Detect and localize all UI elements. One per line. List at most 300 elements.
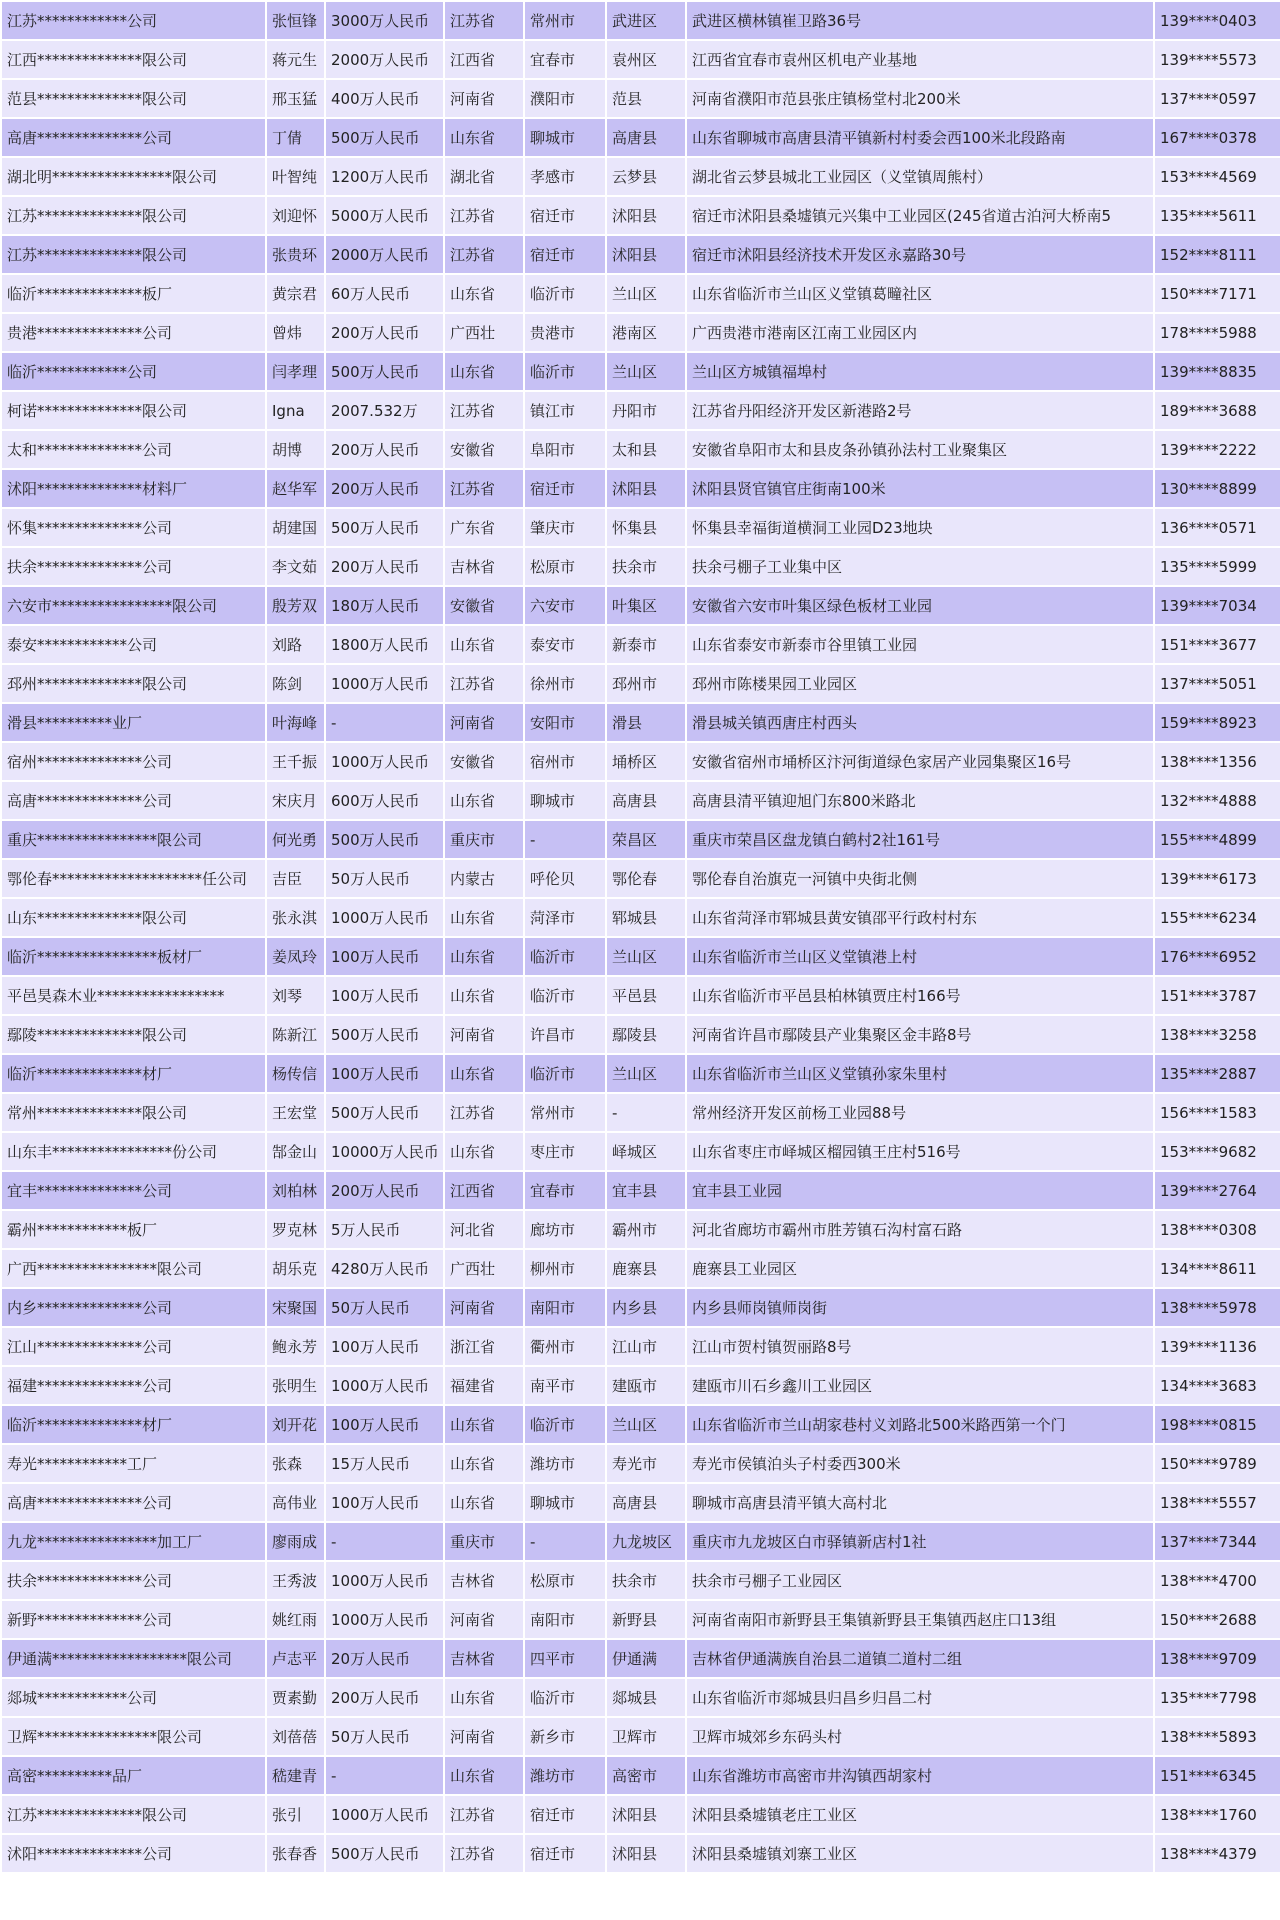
city-cell: 泰安市 bbox=[524, 625, 606, 664]
phone-cell: 198****0815 bbox=[1154, 1405, 1280, 1444]
company-name-cell: 高唐**************公司 bbox=[1, 118, 266, 157]
province-cell: 福建省 bbox=[444, 1366, 524, 1405]
district-cell: 卫辉市 bbox=[606, 1717, 686, 1756]
company-name-cell: 范县**************限公司 bbox=[1, 79, 266, 118]
province-cell: 吉林省 bbox=[444, 547, 524, 586]
registered-capital-cell: 1000万人民币 bbox=[325, 1366, 444, 1405]
company-name-cell: 宿州**************公司 bbox=[1, 742, 266, 781]
province-cell: 山东省 bbox=[444, 625, 524, 664]
phone-cell: 150****7171 bbox=[1154, 274, 1280, 313]
contact-name-cell: 姚红雨 bbox=[266, 1600, 325, 1639]
company-name-cell: 寿光************工厂 bbox=[1, 1444, 266, 1483]
registered-capital-cell: 2000万人民币 bbox=[325, 40, 444, 79]
company-name-cell: 江苏**************限公司 bbox=[1, 235, 266, 274]
contact-name-cell: 何光勇 bbox=[266, 820, 325, 859]
table-row bbox=[1, 1171, 1280, 1210]
address-cell: 沭阳县桑墟镇刘寨工业区 bbox=[686, 1834, 1154, 1873]
district-cell: 兰山区 bbox=[606, 274, 686, 313]
district-cell: 兰山区 bbox=[606, 1054, 686, 1093]
district-cell: 袁州区 bbox=[606, 40, 686, 79]
province-cell: 江苏省 bbox=[444, 664, 524, 703]
address-cell: 山东省临沂市兰山胡家巷村义刘路北500米路西第一个门 bbox=[686, 1405, 1154, 1444]
address-cell: 宿迁市沭阳县经济技术开发区永嘉路30号 bbox=[686, 235, 1154, 274]
contact-name-cell: 宋聚国 bbox=[266, 1288, 325, 1327]
company-name-cell: 沭阳**************公司 bbox=[1, 1834, 266, 1873]
city-cell: 廊坊市 bbox=[524, 1210, 606, 1249]
address-cell: 建瓯市川石乡鑫川工业园区 bbox=[686, 1366, 1154, 1405]
contact-name-cell: 胡建国 bbox=[266, 508, 325, 547]
address-cell: 山东省潍坊市高密市井沟镇西胡家村 bbox=[686, 1756, 1154, 1795]
contact-name-cell: 杨传信 bbox=[266, 1054, 325, 1093]
company-name-cell: 福建**************公司 bbox=[1, 1366, 266, 1405]
contact-name-cell: 嵇建青 bbox=[266, 1756, 325, 1795]
district-cell: 兰山区 bbox=[606, 1405, 686, 1444]
contact-name-cell: 邢玉猛 bbox=[266, 79, 325, 118]
city-cell: 宿迁市 bbox=[524, 1834, 606, 1873]
contact-name-cell: 陈新江 bbox=[266, 1015, 325, 1054]
city-cell: 松原市 bbox=[524, 1561, 606, 1600]
province-cell: 山东省 bbox=[444, 898, 524, 937]
city-cell: 松原市 bbox=[524, 547, 606, 586]
province-cell: 山东省 bbox=[444, 1405, 524, 1444]
registered-capital-cell: 500万人民币 bbox=[325, 1015, 444, 1054]
city-cell: 潍坊市 bbox=[524, 1444, 606, 1483]
city-cell: 临沂市 bbox=[524, 976, 606, 1015]
district-cell: 新野县 bbox=[606, 1600, 686, 1639]
contact-name-cell: 张永淇 bbox=[266, 898, 325, 937]
table-row bbox=[1, 1327, 1280, 1366]
city-cell: - bbox=[524, 1522, 606, 1561]
table-row bbox=[1, 430, 1280, 469]
province-cell: 湖北省 bbox=[444, 157, 524, 196]
registered-capital-cell: 1200万人民币 bbox=[325, 157, 444, 196]
province-cell: 安徽省 bbox=[444, 430, 524, 469]
company-name-cell: 柯诺**************限公司 bbox=[1, 391, 266, 430]
phone-cell: 137****0597 bbox=[1154, 79, 1280, 118]
phone-cell: 139****2222 bbox=[1154, 430, 1280, 469]
registered-capital-cell: 200万人民币 bbox=[325, 313, 444, 352]
province-cell: 山东省 bbox=[444, 976, 524, 1015]
company-name-cell: 邳州**************限公司 bbox=[1, 664, 266, 703]
city-cell: 宜春市 bbox=[524, 40, 606, 79]
table-row bbox=[1, 898, 1280, 937]
province-cell: 河南省 bbox=[444, 79, 524, 118]
city-cell: 贵港市 bbox=[524, 313, 606, 352]
city-cell: 徐州市 bbox=[524, 664, 606, 703]
registered-capital-cell: 180万人民币 bbox=[325, 586, 444, 625]
city-cell: 镇江市 bbox=[524, 391, 606, 430]
phone-cell: 151****6345 bbox=[1154, 1756, 1280, 1795]
company-name-cell: 平邑昊森木业***************** bbox=[1, 976, 266, 1015]
city-cell: 临沂市 bbox=[524, 1678, 606, 1717]
table-row bbox=[1, 976, 1280, 1015]
table-row bbox=[1, 157, 1280, 196]
contact-name-cell: 张引 bbox=[266, 1795, 325, 1834]
company-name-cell: 六安市****************限公司 bbox=[1, 586, 266, 625]
province-cell: 江苏省 bbox=[444, 391, 524, 430]
district-cell: - bbox=[606, 1093, 686, 1132]
address-cell: 江苏省丹阳经济开发区新港路2号 bbox=[686, 391, 1154, 430]
district-cell: 高密市 bbox=[606, 1756, 686, 1795]
province-cell: 吉林省 bbox=[444, 1561, 524, 1600]
contact-name-cell: 闫孝理 bbox=[266, 352, 325, 391]
company-name-cell: 郯城************公司 bbox=[1, 1678, 266, 1717]
company-name-cell: 临沂**************材厂 bbox=[1, 1405, 266, 1444]
registered-capital-cell: 2000万人民币 bbox=[325, 235, 444, 274]
address-cell: 邳州市陈楼果园工业园区 bbox=[686, 664, 1154, 703]
contact-name-cell: 王宏堂 bbox=[266, 1093, 325, 1132]
phone-cell: 153****9682 bbox=[1154, 1132, 1280, 1171]
table-row bbox=[1, 79, 1280, 118]
address-cell: 卫辉市城郊乡东码头村 bbox=[686, 1717, 1154, 1756]
registered-capital-cell: 100万人民币 bbox=[325, 1483, 444, 1522]
table-row bbox=[1, 469, 1280, 508]
province-cell: 江苏省 bbox=[444, 469, 524, 508]
company-name-cell: 江苏************公司 bbox=[1, 1, 266, 40]
table-row bbox=[1, 1093, 1280, 1132]
phone-cell: 138****1760 bbox=[1154, 1795, 1280, 1834]
address-cell: 江西省宜春市袁州区机电产业基地 bbox=[686, 40, 1154, 79]
company-name-cell: 泰安************公司 bbox=[1, 625, 266, 664]
contact-name-cell: 黄宗君 bbox=[266, 274, 325, 313]
table-row bbox=[1, 1522, 1280, 1561]
province-cell: 江西省 bbox=[444, 40, 524, 79]
address-cell: 寿光市侯镇泊头子村委西300米 bbox=[686, 1444, 1154, 1483]
company-name-cell: 内乡**************公司 bbox=[1, 1288, 266, 1327]
province-cell: 浙江省 bbox=[444, 1327, 524, 1366]
contact-name-cell: 李文茹 bbox=[266, 547, 325, 586]
city-cell: 潍坊市 bbox=[524, 1756, 606, 1795]
contact-name-cell: 廖雨成 bbox=[266, 1522, 325, 1561]
phone-cell: 167****0378 bbox=[1154, 118, 1280, 157]
district-cell: 霸州市 bbox=[606, 1210, 686, 1249]
registered-capital-cell: 4280万人民币 bbox=[325, 1249, 444, 1288]
phone-cell: 135****2887 bbox=[1154, 1054, 1280, 1093]
address-cell: 滑县城关镇西唐庄村西头 bbox=[686, 703, 1154, 742]
city-cell: 濮阳市 bbox=[524, 79, 606, 118]
province-cell: 河南省 bbox=[444, 703, 524, 742]
company-name-cell: 卫辉****************限公司 bbox=[1, 1717, 266, 1756]
address-cell: 江山市贺村镇贺丽路8号 bbox=[686, 1327, 1154, 1366]
table-row bbox=[1, 391, 1280, 430]
registered-capital-cell: 50万人民币 bbox=[325, 859, 444, 898]
phone-cell: 138****0308 bbox=[1154, 1210, 1280, 1249]
district-cell: 兰山区 bbox=[606, 937, 686, 976]
phone-cell: 135****5999 bbox=[1154, 547, 1280, 586]
district-cell: 新泰市 bbox=[606, 625, 686, 664]
province-cell: 江苏省 bbox=[444, 1795, 524, 1834]
city-cell: 孝感市 bbox=[524, 157, 606, 196]
province-cell: 内蒙古 bbox=[444, 859, 524, 898]
table-row bbox=[1, 1054, 1280, 1093]
phone-cell: 132****4888 bbox=[1154, 781, 1280, 820]
city-cell: 肇庆市 bbox=[524, 508, 606, 547]
district-cell: 扶余市 bbox=[606, 1561, 686, 1600]
district-cell: 范县 bbox=[606, 79, 686, 118]
city-cell: 宿迁市 bbox=[524, 1795, 606, 1834]
province-cell: 安徽省 bbox=[444, 742, 524, 781]
table-row bbox=[1, 508, 1280, 547]
company-name-cell: 伊通满******************限公司 bbox=[1, 1639, 266, 1678]
registered-capital-cell: 600万人民币 bbox=[325, 781, 444, 820]
company-name-cell: 霸州************板厂 bbox=[1, 1210, 266, 1249]
city-cell: 临沂市 bbox=[524, 1054, 606, 1093]
contact-name-cell: 卢志平 bbox=[266, 1639, 325, 1678]
registered-capital-cell: 200万人民币 bbox=[325, 1678, 444, 1717]
registered-capital-cell: - bbox=[325, 1756, 444, 1795]
district-cell: 鄂伦春 bbox=[606, 859, 686, 898]
table-body bbox=[1, 1, 1280, 1873]
district-cell: 高唐县 bbox=[606, 781, 686, 820]
table-row bbox=[1, 352, 1280, 391]
table-row bbox=[1, 1288, 1280, 1327]
province-cell: 广东省 bbox=[444, 508, 524, 547]
phone-cell: 134****8611 bbox=[1154, 1249, 1280, 1288]
phone-cell: 150****2688 bbox=[1154, 1600, 1280, 1639]
address-cell: 沭阳县贤官镇官庄街南100米 bbox=[686, 469, 1154, 508]
table-row bbox=[1, 547, 1280, 586]
contact-name-cell: 高伟业 bbox=[266, 1483, 325, 1522]
company-name-cell: 山东丰****************份公司 bbox=[1, 1132, 266, 1171]
phone-cell: 137****7344 bbox=[1154, 1522, 1280, 1561]
contact-name-cell: 郜金山 bbox=[266, 1132, 325, 1171]
phone-cell: 152****8111 bbox=[1154, 235, 1280, 274]
address-cell: 宜丰县工业园 bbox=[686, 1171, 1154, 1210]
city-cell: 常州市 bbox=[524, 1, 606, 40]
registered-capital-cell: 400万人民币 bbox=[325, 79, 444, 118]
registered-capital-cell: 100万人民币 bbox=[325, 1054, 444, 1093]
registered-capital-cell: 200万人民币 bbox=[325, 469, 444, 508]
table-row bbox=[1, 1561, 1280, 1600]
district-cell: 建瓯市 bbox=[606, 1366, 686, 1405]
table-row bbox=[1, 781, 1280, 820]
district-cell: 叶集区 bbox=[606, 586, 686, 625]
province-cell: 重庆市 bbox=[444, 820, 524, 859]
table-row bbox=[1, 1756, 1280, 1795]
address-cell: 山东省临沂市兰山区义堂镇港上村 bbox=[686, 937, 1154, 976]
company-name-cell: 九龙****************加工厂 bbox=[1, 1522, 266, 1561]
contact-name-cell: 刘柏林 bbox=[266, 1171, 325, 1210]
registered-capital-cell: 100万人民币 bbox=[325, 937, 444, 976]
registered-capital-cell: 500万人民币 bbox=[325, 118, 444, 157]
address-cell: 重庆市荣昌区盘龙镇白鹤村2社161号 bbox=[686, 820, 1154, 859]
registered-capital-cell: - bbox=[325, 1522, 444, 1561]
city-cell: 聊城市 bbox=[524, 118, 606, 157]
registered-capital-cell: 1000万人民币 bbox=[325, 898, 444, 937]
registered-capital-cell: 500万人民币 bbox=[325, 1834, 444, 1873]
registered-capital-cell: 2007.532万 bbox=[325, 391, 444, 430]
district-cell: 沭阳县 bbox=[606, 235, 686, 274]
province-cell: 山东省 bbox=[444, 781, 524, 820]
city-cell: 衢州市 bbox=[524, 1327, 606, 1366]
registered-capital-cell: 10000万人民币 bbox=[325, 1132, 444, 1171]
address-cell: 河南省许昌市鄢陵县产业集聚区金丰路8号 bbox=[686, 1015, 1154, 1054]
city-cell: 菏泽市 bbox=[524, 898, 606, 937]
province-cell: 江苏省 bbox=[444, 235, 524, 274]
company-name-cell: 怀集**************公司 bbox=[1, 508, 266, 547]
city-cell: 阜阳市 bbox=[524, 430, 606, 469]
province-cell: 江苏省 bbox=[444, 1, 524, 40]
phone-cell: 139****2764 bbox=[1154, 1171, 1280, 1210]
registered-capital-cell: 15万人民币 bbox=[325, 1444, 444, 1483]
address-cell: 内乡县师岗镇师岗街 bbox=[686, 1288, 1154, 1327]
city-cell: 枣庄市 bbox=[524, 1132, 606, 1171]
registered-capital-cell: 100万人民币 bbox=[325, 1405, 444, 1444]
table-row bbox=[1, 274, 1280, 313]
province-cell: 广西壮 bbox=[444, 313, 524, 352]
city-cell: 常州市 bbox=[524, 1093, 606, 1132]
company-name-cell: 鄢陵**************限公司 bbox=[1, 1015, 266, 1054]
address-cell: 武进区横林镇崔卫路36号 bbox=[686, 1, 1154, 40]
address-cell: 鄂伦春自治旗克一河镇中央街北侧 bbox=[686, 859, 1154, 898]
district-cell: 丹阳市 bbox=[606, 391, 686, 430]
address-cell: 鹿寨县工业园区 bbox=[686, 1249, 1154, 1288]
registered-capital-cell: 200万人民币 bbox=[325, 1171, 444, 1210]
phone-cell: 136****0571 bbox=[1154, 508, 1280, 547]
company-name-cell: 重庆****************限公司 bbox=[1, 820, 266, 859]
registered-capital-cell: 20万人民币 bbox=[325, 1639, 444, 1678]
address-cell: 河南省南阳市新野县王集镇新野县王集镇西赵庄口13组 bbox=[686, 1600, 1154, 1639]
table-row bbox=[1, 1717, 1280, 1756]
district-cell: 寿光市 bbox=[606, 1444, 686, 1483]
district-cell: 高唐县 bbox=[606, 1483, 686, 1522]
province-cell: 江西省 bbox=[444, 1171, 524, 1210]
district-cell: 内乡县 bbox=[606, 1288, 686, 1327]
contact-name-cell: 张森 bbox=[266, 1444, 325, 1483]
table-row bbox=[1, 742, 1280, 781]
table-row bbox=[1, 1405, 1280, 1444]
company-name-cell: 太和**************公司 bbox=[1, 430, 266, 469]
contact-name-cell: 叶海峰 bbox=[266, 703, 325, 742]
table-row bbox=[1, 118, 1280, 157]
company-name-cell: 高唐**************公司 bbox=[1, 781, 266, 820]
table-row bbox=[1, 1639, 1280, 1678]
city-cell: 聊城市 bbox=[524, 781, 606, 820]
table-row bbox=[1, 820, 1280, 859]
phone-cell: 189****3688 bbox=[1154, 391, 1280, 430]
address-cell: 安徽省六安市叶集区绿色板材工业园 bbox=[686, 586, 1154, 625]
contact-name-cell: 叶智纯 bbox=[266, 157, 325, 196]
district-cell: 郯城县 bbox=[606, 1678, 686, 1717]
province-cell: 山东省 bbox=[444, 1678, 524, 1717]
district-cell: 郓城县 bbox=[606, 898, 686, 937]
table-row bbox=[1, 1132, 1280, 1171]
district-cell: 江山市 bbox=[606, 1327, 686, 1366]
company-name-cell: 广西****************限公司 bbox=[1, 1249, 266, 1288]
district-cell: 沭阳县 bbox=[606, 1795, 686, 1834]
company-name-cell: 江苏**************限公司 bbox=[1, 196, 266, 235]
city-cell: 临沂市 bbox=[524, 937, 606, 976]
province-cell: 吉林省 bbox=[444, 1639, 524, 1678]
contact-name-cell: 刘迎怀 bbox=[266, 196, 325, 235]
table-row bbox=[1, 859, 1280, 898]
company-name-cell: 江苏**************限公司 bbox=[1, 1795, 266, 1834]
address-cell: 山东省泰安市新泰市谷里镇工业园 bbox=[686, 625, 1154, 664]
registered-capital-cell: 500万人民币 bbox=[325, 352, 444, 391]
province-cell: 山东省 bbox=[444, 937, 524, 976]
city-cell: 许昌市 bbox=[524, 1015, 606, 1054]
company-name-cell: 山东**************限公司 bbox=[1, 898, 266, 937]
phone-cell: 178****5988 bbox=[1154, 313, 1280, 352]
table-row bbox=[1, 313, 1280, 352]
phone-cell: 150****9789 bbox=[1154, 1444, 1280, 1483]
city-cell: 临沂市 bbox=[524, 1405, 606, 1444]
province-cell: 河南省 bbox=[444, 1015, 524, 1054]
phone-cell: 134****3683 bbox=[1154, 1366, 1280, 1405]
contact-name-cell: 曾炜 bbox=[266, 313, 325, 352]
registered-capital-cell: 1000万人民币 bbox=[325, 1561, 444, 1600]
contact-name-cell: 张贵环 bbox=[266, 235, 325, 274]
district-cell: 伊通满 bbox=[606, 1639, 686, 1678]
district-cell: 武进区 bbox=[606, 1, 686, 40]
city-cell: 南阳市 bbox=[524, 1600, 606, 1639]
table-row bbox=[1, 1015, 1280, 1054]
contact-name-cell: 吉臣 bbox=[266, 859, 325, 898]
province-cell: 河南省 bbox=[444, 1600, 524, 1639]
province-cell: 山东省 bbox=[444, 274, 524, 313]
phone-cell: 153****4569 bbox=[1154, 157, 1280, 196]
phone-cell: 138****5893 bbox=[1154, 1717, 1280, 1756]
address-cell: 山东省聊城市高唐县清平镇新村村委会西100米北段路南 bbox=[686, 118, 1154, 157]
contact-name-cell: 刘琴 bbox=[266, 976, 325, 1015]
phone-cell: 138****5978 bbox=[1154, 1288, 1280, 1327]
contact-name-cell: 丁倩 bbox=[266, 118, 325, 157]
registered-capital-cell: 500万人民币 bbox=[325, 1093, 444, 1132]
table-row bbox=[1, 1366, 1280, 1405]
contact-name-cell: 刘蓓蓓 bbox=[266, 1717, 325, 1756]
phone-cell: 138****5557 bbox=[1154, 1483, 1280, 1522]
city-cell: 宿州市 bbox=[524, 742, 606, 781]
district-cell: 沭阳县 bbox=[606, 196, 686, 235]
address-cell: 常州经济开发区前杨工业园88号 bbox=[686, 1093, 1154, 1132]
contact-name-cell: 张明生 bbox=[266, 1366, 325, 1405]
city-cell: 宿迁市 bbox=[524, 235, 606, 274]
address-cell: 山东省临沂市平邑县柏林镇贾庄村166号 bbox=[686, 976, 1154, 1015]
company-name-cell: 临沂****************板材厂 bbox=[1, 937, 266, 976]
city-cell: 聊城市 bbox=[524, 1483, 606, 1522]
address-cell: 安徽省宿州市埇桥区汴河街道绿色家居产业园集聚区16号 bbox=[686, 742, 1154, 781]
contact-name-cell: 王千振 bbox=[266, 742, 325, 781]
registered-capital-cell: 50万人民币 bbox=[325, 1717, 444, 1756]
address-cell: 重庆市九龙坡区白市驿镇新店村1社 bbox=[686, 1522, 1154, 1561]
table-row bbox=[1, 196, 1280, 235]
district-cell: 埇桥区 bbox=[606, 742, 686, 781]
phone-cell: 137****5051 bbox=[1154, 664, 1280, 703]
phone-cell: 139****7034 bbox=[1154, 586, 1280, 625]
contact-name-cell: 胡乐克 bbox=[266, 1249, 325, 1288]
phone-cell: 138****1356 bbox=[1154, 742, 1280, 781]
district-cell: 滑县 bbox=[606, 703, 686, 742]
company-name-cell: 湖北明****************限公司 bbox=[1, 157, 266, 196]
province-cell: 江苏省 bbox=[444, 1834, 524, 1873]
table-row bbox=[1, 703, 1280, 742]
city-cell: 临沂市 bbox=[524, 274, 606, 313]
registered-capital-cell: 500万人民币 bbox=[325, 820, 444, 859]
company-name-cell: 高密**********品厂 bbox=[1, 1756, 266, 1795]
district-cell: 鹿寨县 bbox=[606, 1249, 686, 1288]
registered-capital-cell: 100万人民币 bbox=[325, 976, 444, 1015]
city-cell: 新乡市 bbox=[524, 1717, 606, 1756]
address-cell: 沭阳县桑墟镇老庄工业区 bbox=[686, 1795, 1154, 1834]
city-cell: 宿迁市 bbox=[524, 469, 606, 508]
registered-capital-cell: 1000万人民币 bbox=[325, 664, 444, 703]
district-cell: 宜丰县 bbox=[606, 1171, 686, 1210]
company-name-cell: 沭阳**************材料厂 bbox=[1, 469, 266, 508]
phone-cell: 135****5611 bbox=[1154, 196, 1280, 235]
registered-capital-cell: 3000万人民币 bbox=[325, 1, 444, 40]
province-cell: 安徽省 bbox=[444, 586, 524, 625]
district-cell: 怀集县 bbox=[606, 508, 686, 547]
